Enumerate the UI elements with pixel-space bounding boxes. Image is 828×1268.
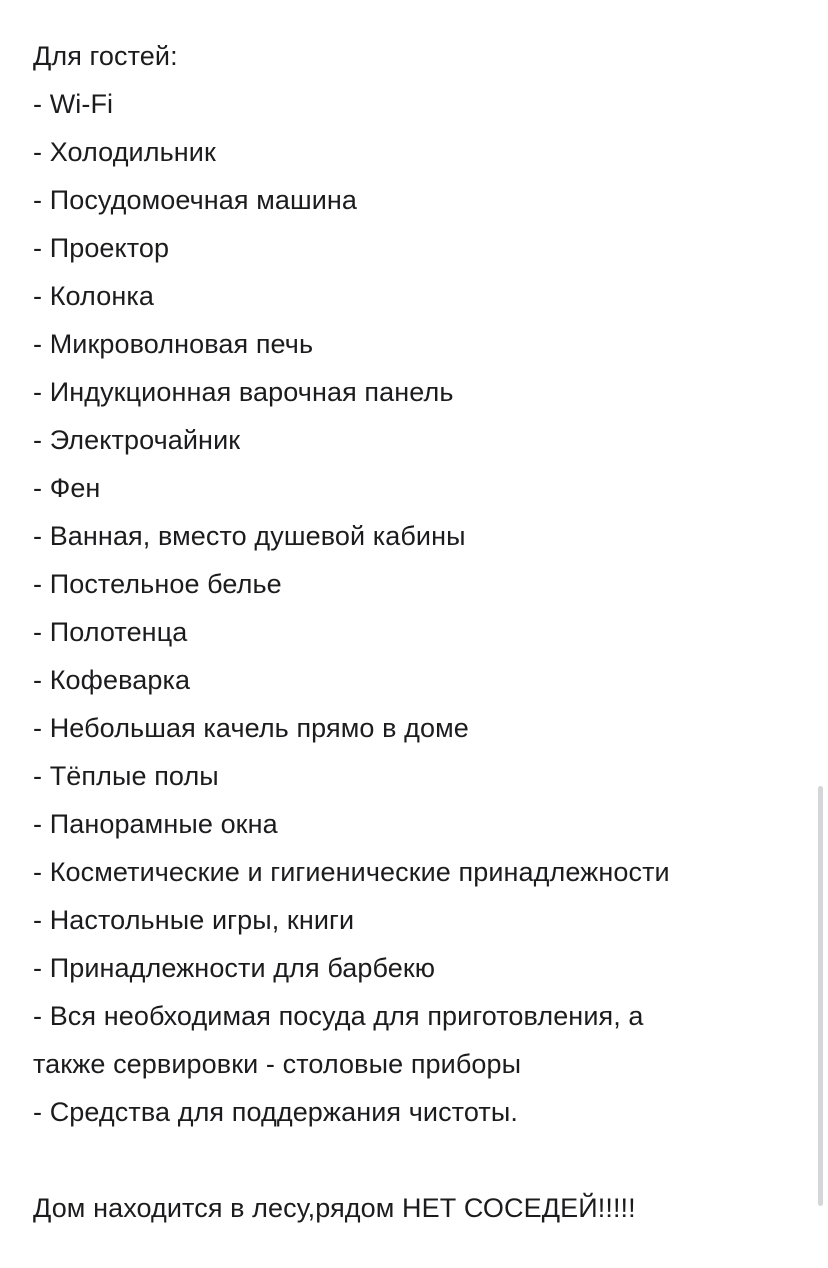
list-item: - Тёплые полы <box>33 761 219 791</box>
list-item: - Вся необходимая посуда для приготовления, а <box>33 1001 644 1031</box>
list-item: - Полотенца <box>33 617 188 647</box>
list-item: - Колонка <box>33 281 154 311</box>
list-item: - Постельное белье <box>33 569 282 599</box>
list-item: - Ванная, вместо душевой кабины <box>33 521 466 551</box>
list-item: - Холодильник <box>33 137 216 167</box>
list-item: - Небольшая качель прямо в доме <box>33 713 469 743</box>
list-item: - Средства для поддержания чистоты. <box>33 1097 518 1127</box>
list-item: - Кофеварка <box>33 665 191 695</box>
list-item: - Микроволновая печь <box>33 329 314 359</box>
list-item: - Проектор <box>33 233 170 263</box>
list-item: - Индукционная варочная панель <box>33 377 454 407</box>
list-item: - Настольные игры, книги <box>33 905 355 935</box>
note-heading: Для гостей: <box>33 41 178 71</box>
list-item: - Wi-Fi <box>33 89 114 119</box>
note-footer: Дом находится в лесу,рядом НЕТ СОСЕДЕЙ!!!!! <box>33 1193 636 1223</box>
list-item-continuation: также сервировки - столовые приборы <box>33 1049 522 1079</box>
list-item: - Электрочайник <box>33 425 241 455</box>
list-item: - Панорамные окна <box>33 809 278 839</box>
list-item: - Принадлежности для барбекю <box>33 953 436 983</box>
blank-line <box>33 1136 793 1184</box>
note-body[interactable] <box>33 32 793 1232</box>
list-item: - Косметические и гигиенические принадлежности <box>33 857 670 887</box>
list-item: - Фен <box>33 473 101 503</box>
list-item: - Посудомоечная машина <box>33 185 358 215</box>
vertical-scrollbar[interactable] <box>818 786 823 1206</box>
